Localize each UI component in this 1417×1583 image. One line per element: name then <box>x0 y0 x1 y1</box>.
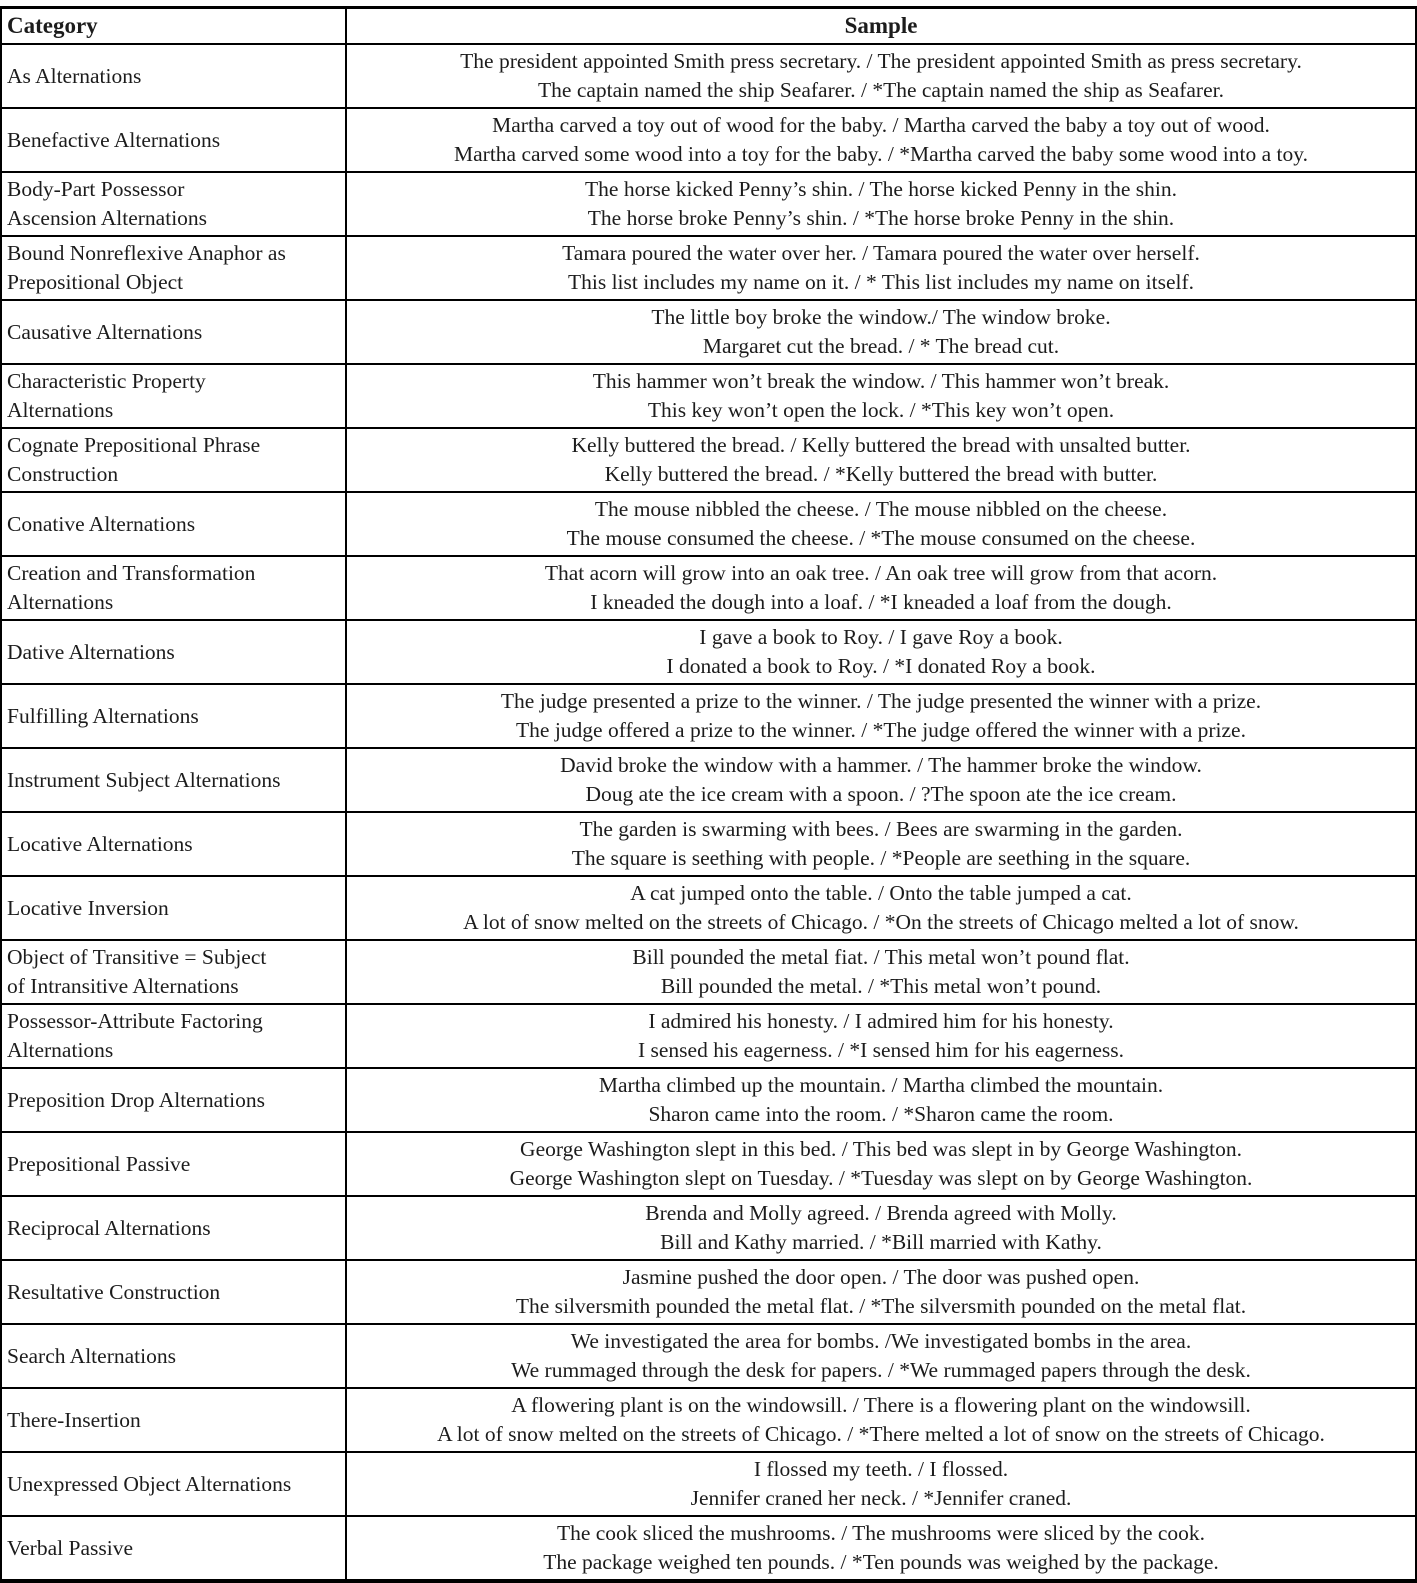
sample-cell <box>346 172 1416 236</box>
category-line: Prepositional Passive <box>7 1151 191 1176</box>
sample-cell <box>346 1196 1416 1260</box>
category-line: Unexpressed Object Alternations <box>7 1471 292 1496</box>
sample-line: Bill and Kathy married. / *Bill married with Kathy. <box>660 1230 1102 1254</box>
sample-cell <box>346 364 1416 428</box>
category-line: Cognate Prepositional Phrase <box>7 433 261 457</box>
sample-line: Sharon came into the room. / *Sharon came the room. <box>648 1102 1114 1126</box>
category-cell <box>1 492 346 556</box>
sample-line: I sensed his eagerness. / *I sensed him for his eagerness. <box>637 1038 1124 1062</box>
sample-cell <box>346 428 1416 492</box>
category-line: Alternations <box>7 398 114 422</box>
sample-cell <box>346 876 1416 940</box>
table-row <box>1 172 1416 236</box>
sample-cell <box>346 556 1416 620</box>
category-line: Causative Alternations <box>7 319 203 344</box>
category-cell <box>1 1132 346 1196</box>
category-line: Conative Alternations <box>7 511 196 536</box>
sample-cell <box>346 1004 1416 1068</box>
sample-line: This list includes my name on it. / * This list includes my name on itself. <box>567 270 1195 294</box>
sample-line: Martha carved some wood into a toy for the baby. / *Martha carved the baby some wood into a toy. <box>454 142 1308 166</box>
sample-line: The captain named the ship Seafarer. / *The captain named the ship as Seafarer. <box>538 78 1224 102</box>
table-row <box>1 1452 1416 1516</box>
category-line: Alternations <box>7 1038 114 1062</box>
category-cell <box>1 684 346 748</box>
category-cell <box>1 1452 346 1516</box>
sample-line: Tamara poured the water over her. / Tamara poured the water over herself. <box>562 241 1200 265</box>
sample-line: Kelly buttered the bread. / *Kelly buttered the bread with butter. <box>604 462 1158 486</box>
category-cell <box>1 876 346 940</box>
category-line: Object of Transitive = Subject <box>7 945 267 969</box>
table-row <box>1 940 1416 1004</box>
sample-line: The president appointed Smith press secretary. / The president appointed Smith as press secretary. <box>460 49 1302 73</box>
sample-line: I donated a book to Roy. / *I donated Roy a book. <box>666 654 1096 678</box>
category-cell <box>1 1004 346 1068</box>
sample-cell <box>346 1324 1416 1388</box>
category-cell <box>1 1516 346 1581</box>
category-cell <box>1 556 346 620</box>
table-row <box>1 556 1416 620</box>
category-line: Reciprocal Alternations <box>7 1215 211 1240</box>
category-line: Bound Nonreflexive Anaphor as <box>7 241 286 265</box>
category-column-header: Category <box>1 8 346 45</box>
category-line: As Alternations <box>7 63 142 88</box>
sample-line: I admired his honesty. / I admired him for his honesty. <box>648 1009 1114 1033</box>
category-cell <box>1 1388 346 1452</box>
sample-column-header: Sample <box>346 8 1416 45</box>
category-cell <box>1 1068 346 1132</box>
category-cell <box>1 300 346 364</box>
table-row <box>1 1324 1416 1388</box>
category-line: Fulfilling Alternations <box>7 703 199 728</box>
sample-line: The mouse nibbled the cheese. / The mouse nibbled on the cheese. <box>594 497 1168 521</box>
sample-cell <box>346 812 1416 876</box>
category-line: Locative Inversion <box>7 895 169 920</box>
sample-cell <box>346 44 1416 108</box>
category-cell <box>1 428 346 492</box>
category-cell <box>1 1260 346 1324</box>
sample-line: The mouse consumed the cheese. / *The mouse consumed on the cheese. <box>566 526 1196 550</box>
sample-cell <box>346 684 1416 748</box>
sample-line: We rummaged through the desk for papers. / *We rummaged papers through the desk. <box>511 1358 1251 1382</box>
sample-line: The package weighed ten pounds. / *Ten pounds was weighed by the package. <box>543 1550 1219 1574</box>
category-line: Instrument Subject Alternations <box>7 767 281 792</box>
sample-cell <box>346 1388 1416 1452</box>
sample-line: The garden is swarming with bees. / Bees are swarming in the garden. <box>579 817 1183 841</box>
sample-line: A cat jumped onto the table. / Onto the table jumped a cat. <box>630 881 1132 905</box>
category-line: There-Insertion <box>7 1407 141 1432</box>
table-row <box>1 108 1416 172</box>
category-cell <box>1 812 346 876</box>
sample-line: The judge offered a prize to the winner. / *The judge offered the winner with a prize. <box>516 718 1246 742</box>
sample-line: A flowering plant is on the windowsill. / There is a flowering plant on the windowsill. <box>511 1393 1251 1417</box>
sample-line: Bill pounded the metal fiat. / This metal won’t pound flat. <box>632 945 1130 969</box>
category-line: Construction <box>7 462 119 486</box>
sample-cell <box>346 1260 1416 1324</box>
table-row <box>1 236 1416 300</box>
sample-line: George Washington slept in this bed. / This bed was slept in by George Washington. <box>520 1137 1242 1161</box>
sample-cell <box>346 1516 1416 1581</box>
sample-line: Martha climbed up the mountain. / Martha climbed the mountain. <box>598 1073 1164 1097</box>
category-line: Preposition Drop Alternations <box>7 1087 265 1112</box>
category-cell <box>1 236 346 300</box>
sample-line: A lot of snow melted on the streets of Chicago. / *On the streets of Chicago melted a lot of snow. <box>463 910 1299 934</box>
verb-alternations-table <box>0 6 1417 1583</box>
table-row <box>1 300 1416 364</box>
category-line: Verbal Passive <box>7 1535 133 1560</box>
sample-cell <box>346 748 1416 812</box>
sample-cell <box>346 1132 1416 1196</box>
sample-cell <box>346 300 1416 364</box>
category-cell <box>1 44 346 108</box>
table-row <box>1 1388 1416 1452</box>
sample-cell <box>346 1452 1416 1516</box>
category-cell <box>1 1196 346 1260</box>
category-cell <box>1 1324 346 1388</box>
category-cell <box>1 620 346 684</box>
category-line: Resultative Construction <box>7 1279 221 1304</box>
sample-line: I flossed my teeth. / I flossed. <box>753 1457 1009 1481</box>
header-row <box>1 8 1416 45</box>
table-row <box>1 1132 1416 1196</box>
sample-line: Bill pounded the metal. / *This metal won’t pound. <box>660 974 1102 998</box>
table-row <box>1 1196 1416 1260</box>
sample-line: David broke the window with a hammer. / The hammer broke the window. <box>560 753 1202 777</box>
sample-line: I gave a book to Roy. / I gave Roy a book. <box>699 625 1063 649</box>
sample-line: This hammer won’t break the window. / This hammer won’t break. <box>592 369 1170 393</box>
category-line: Dative Alternations <box>7 639 175 664</box>
table-row <box>1 1068 1416 1132</box>
sample-line: That acorn will grow into an oak tree. / An oak tree will grow from that acorn. <box>544 561 1218 585</box>
table-row <box>1 876 1416 940</box>
table-row <box>1 812 1416 876</box>
category-line: Possessor-Attribute Factoring <box>7 1009 263 1033</box>
category-line: Search Alternations <box>7 1343 176 1368</box>
sample-line: Jasmine pushed the door open. / The door was pushed open. <box>622 1265 1140 1289</box>
category-cell <box>1 748 346 812</box>
sample-line: Doug ate the ice cream with a spoon. / ?The spoon ate the ice cream. <box>585 782 1177 806</box>
sample-line: This key won’t open the lock. / *This key won’t open. <box>647 398 1115 422</box>
category-line: Benefactive Alternations <box>7 127 221 152</box>
category-line: Alternations <box>7 590 114 614</box>
sample-line: The little boy broke the window./ The window broke. <box>651 305 1111 329</box>
table-row <box>1 428 1416 492</box>
category-line: Body-Part Possessor <box>7 177 185 201</box>
category-cell <box>1 940 346 1004</box>
category-line: Ascension Alternations <box>7 206 208 230</box>
sample-line: The cook sliced the mushrooms. / The mushrooms were sliced by the cook. <box>556 1521 1206 1545</box>
table-row <box>1 1260 1416 1324</box>
sample-line: The square is seething with people. / *People are seething in the square. <box>571 846 1191 870</box>
sample-line: Jennifer craned her neck. / *Jennifer craned. <box>690 1486 1072 1510</box>
sample-line: The horse broke Penny’s shin. / *The horse broke Penny in the shin. <box>587 206 1175 230</box>
table-row <box>1 620 1416 684</box>
table-row <box>1 44 1416 108</box>
sample-cell <box>346 236 1416 300</box>
table-row <box>1 748 1416 812</box>
category-cell <box>1 364 346 428</box>
table-row <box>1 684 1416 748</box>
sample-line: The horse kicked Penny’s shin. / The horse kicked Penny in the shin. <box>585 177 1177 201</box>
sample-cell <box>346 620 1416 684</box>
sample-cell <box>346 492 1416 556</box>
sample-cell <box>346 1068 1416 1132</box>
sample-cell <box>346 108 1416 172</box>
category-line: Prepositional Object <box>7 270 184 294</box>
category-line: Creation and Transformation <box>7 561 256 585</box>
category-line: Locative Alternations <box>7 831 193 856</box>
table-row <box>1 1004 1416 1068</box>
sample-line: George Washington slept on Tuesday. / *Tuesday was slept on by George Washington. <box>509 1166 1253 1190</box>
table-row <box>1 492 1416 556</box>
sample-line: Kelly buttered the bread. / Kelly buttered the bread with unsalted butter. <box>571 433 1191 457</box>
sample-cell <box>346 940 1416 1004</box>
sample-line: A lot of snow melted on the streets of Chicago. / *There melted a lot of snow on the streets of Chicago. <box>437 1422 1325 1446</box>
sample-line: I kneaded the dough into a loaf. / *I kneaded a loaf from the dough. <box>590 590 1172 614</box>
table-body <box>1 44 1416 1581</box>
sample-line: Margaret cut the bread. / * The bread cut. <box>702 334 1060 358</box>
category-line: of Intransitive Alternations <box>7 974 239 998</box>
sample-line: Martha carved a toy out of wood for the baby. / Martha carved the baby a toy out of wood. <box>492 113 1270 137</box>
sample-line: The judge presented a prize to the winner. / The judge presented the winner with a prize. <box>500 689 1262 713</box>
category-cell <box>1 172 346 236</box>
category-line: Characteristic Property <box>7 369 206 393</box>
sample-line: We investigated the area for bombs. /We investigated bombs in the area. <box>570 1329 1192 1353</box>
table-row <box>1 1516 1416 1581</box>
category-cell <box>1 108 346 172</box>
table-row <box>1 364 1416 428</box>
sample-line: Brenda and Molly agreed. / Brenda agreed with Molly. <box>645 1201 1117 1225</box>
sample-line: The silversmith pounded the metal flat. / *The silversmith pounded on the metal flat. <box>515 1294 1247 1318</box>
